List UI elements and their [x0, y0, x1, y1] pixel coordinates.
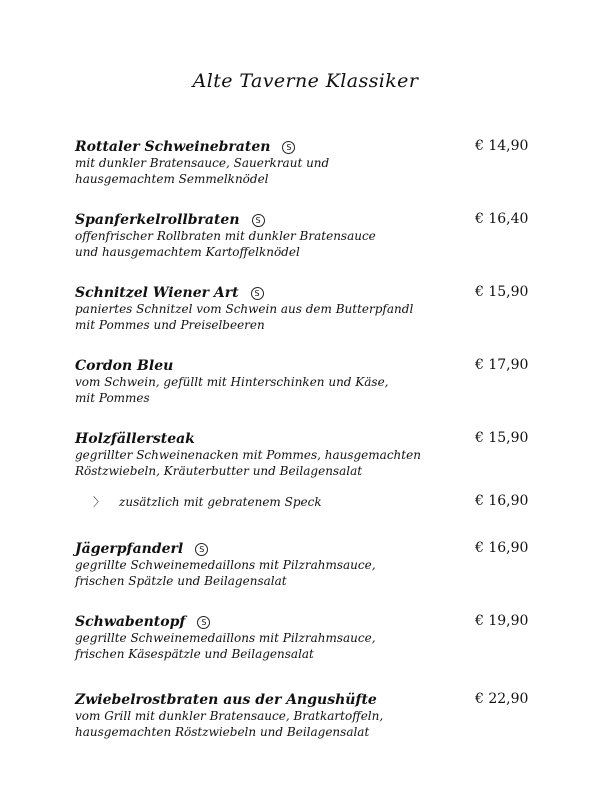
- menu-item: [75, 210, 535, 260]
- dish-description-line: hausgemachten Röstzwiebeln und Beilagensalat: [75, 725, 370, 739]
- menu-item: [75, 137, 535, 187]
- dish-name: Holzfällersteak: [75, 431, 195, 447]
- dish-price: € 15,90: [475, 430, 529, 446]
- dish-description-line: vom Schwein, gefüllt mit Hinterschinken und Käse,: [75, 375, 389, 389]
- s-symbol-icon: S: [251, 287, 264, 300]
- dish-name: Schnitzel Wiener Art: [75, 285, 239, 301]
- dish-price: € 19,90: [475, 613, 529, 629]
- menu-item: [75, 283, 535, 333]
- dish-price: € 17,90: [475, 357, 529, 373]
- menu-item: [75, 539, 535, 589]
- dish-description-line: frischen Spätzle und Beilagensalat: [75, 574, 287, 588]
- dish-name: Schwabentopf: [75, 614, 186, 630]
- menu-item: [75, 356, 535, 406]
- dish-description-line: mit Pommes und Preiselbeeren: [75, 318, 265, 332]
- chevron-right-icon: 〉: [93, 495, 106, 509]
- dish-price: € 16,90: [475, 540, 529, 556]
- dish-description-line: frischen Käsespätzle und Beilagensalat: [75, 647, 314, 661]
- dish-description-line: hausgemachtem Semmelknödel: [75, 172, 269, 186]
- dish-description-line: mit dunkler Bratensauce, Sauerkraut und: [75, 156, 330, 170]
- menu-extra-option: [93, 492, 535, 510]
- s-symbol-icon: S: [282, 141, 295, 154]
- dish-description-line: offenfrischer Rollbraten mit dunkler Bratensauce: [75, 229, 376, 243]
- menu-item: [75, 690, 535, 740]
- dish-description-line: paniertes Schnitzel vom Schwein aus dem Butterpfandl: [75, 302, 414, 316]
- dish-price: € 22,90: [475, 691, 529, 707]
- menu-item: [75, 612, 535, 662]
- menu-item: [75, 429, 535, 479]
- s-symbol-icon: S: [197, 616, 210, 629]
- dish-name: Jägerpfanderl: [75, 541, 184, 557]
- dish-description-line: gegrillte Schweinemedaillons mit Pilzrahmsauce,: [75, 631, 376, 645]
- dish-name: Cordon Bleu: [75, 358, 174, 374]
- dish-price: € 14,90: [475, 138, 529, 154]
- dish-name: Rottaler Schweinebraten: [75, 139, 271, 155]
- dish-description-line: vom Grill mit dunkler Bratensauce, Bratkartoffeln,: [75, 709, 384, 723]
- dish-description-line: Röstzwiebeln, Kräuterbutter und Beilagensalat: [75, 464, 363, 478]
- dish-price: € 16,40: [475, 211, 529, 227]
- dish-description-line: gegrillte Schweinemedaillons mit Pilzrahmsauce,: [75, 558, 376, 572]
- s-symbol-icon: S: [252, 214, 265, 227]
- dish-name: Zwiebelrostbraten aus der Angushüfte: [75, 692, 377, 708]
- dish-description-line: und hausgemachtem Kartoffelknödel: [75, 245, 300, 259]
- extra-description: zusätzlich mit gebratenem Speck: [119, 495, 322, 509]
- extra-price: € 16,90: [475, 493, 529, 509]
- dish-description-line: mit Pommes: [75, 391, 150, 405]
- dish-description-line: gegrillter Schweinenacken mit Pommes, hausgemachten: [75, 448, 421, 462]
- page-title: Alte Taverne Klassiker: [192, 70, 419, 92]
- dish-name: Spanferkelrollbraten: [75, 212, 240, 228]
- s-symbol-icon: S: [195, 543, 208, 556]
- dish-price: € 15,90: [475, 284, 529, 300]
